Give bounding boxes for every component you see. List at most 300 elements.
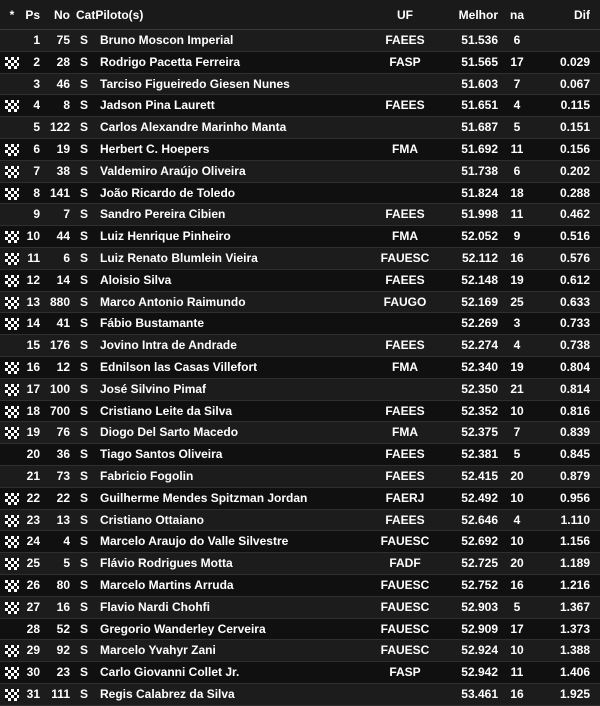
flag-cell	[4, 270, 20, 292]
laps-cell: 10	[510, 643, 524, 658]
number-cell: 41	[56, 316, 70, 331]
number-cell: 23	[56, 665, 70, 680]
category-cell: S	[79, 185, 88, 200]
position-cell: 7	[33, 163, 40, 178]
number-cell: 14	[56, 272, 70, 287]
checkered-flag-icon	[5, 558, 19, 570]
number-cell: 122	[49, 120, 70, 135]
checkered-flag-icon	[5, 689, 19, 701]
uf-cell: FAEES	[385, 403, 425, 418]
diff-cell: 1.110	[560, 512, 590, 527]
pilot-name-cell: Marcelo Martins Arruda	[100, 577, 234, 592]
position-cell: 4	[33, 98, 40, 113]
checkered-flag-icon	[5, 493, 19, 505]
diff-cell: 0.816	[559, 403, 590, 418]
number-cell: 6	[63, 250, 70, 265]
flag-cell	[4, 553, 20, 575]
best-lap-cell: 53.461	[461, 686, 498, 701]
position-cell: 12	[26, 272, 40, 287]
laps-cell: 16	[510, 577, 524, 592]
checkered-flag-icon	[5, 100, 19, 112]
flag-cell	[4, 684, 20, 706]
header-dif: Dif	[574, 8, 590, 22]
flag-cell	[4, 357, 20, 379]
diff-cell: 0.733	[559, 316, 590, 331]
best-lap-cell: 52.924	[461, 643, 498, 658]
position-cell: 14	[26, 316, 40, 331]
pilot-name-cell: Marco Antonio Raimundo	[100, 294, 246, 309]
header-num: No	[54, 8, 70, 22]
category-cell: S	[79, 272, 88, 287]
pilot-name-cell: Regis Calabrez da Silva	[100, 686, 235, 701]
pilot-name-cell: João Ricardo de Toledo	[100, 185, 236, 200]
pilot-name-cell: Sandro Pereira Cibien	[100, 207, 226, 222]
pilot-name-cell: Carlo Giovanni Collet Jr.	[100, 665, 240, 680]
laps-cell: 20	[510, 556, 524, 571]
best-lap-cell: 52.646	[461, 512, 498, 527]
checkered-flag-icon	[5, 188, 19, 200]
diff-cell: 0.151	[559, 120, 590, 135]
category-cell: S	[79, 599, 88, 614]
uf-cell: FAUESC	[380, 577, 430, 592]
table-row	[0, 52, 600, 74]
laps-cell: 7	[513, 76, 521, 91]
best-lap-cell: 51.603	[461, 76, 498, 91]
best-lap-cell: 52.752	[461, 577, 498, 592]
category-cell: S	[79, 229, 88, 244]
header-pos: Ps	[25, 8, 40, 22]
best-lap-cell: 52.350	[461, 381, 498, 396]
uf-cell: FAUESC	[380, 643, 430, 658]
laps-cell: 21	[510, 381, 524, 396]
laps-cell: 4	[513, 338, 521, 353]
laps-cell: 20	[510, 468, 524, 483]
checkered-flag-icon	[5, 362, 19, 374]
table-row	[0, 95, 600, 117]
laps-cell: 19	[510, 359, 524, 374]
pilot-name-cell: Marcelo Yvahyr Zani	[100, 643, 216, 658]
laps-cell: 5	[513, 120, 521, 135]
best-lap-cell: 52.375	[461, 425, 498, 440]
laps-cell: 3	[513, 316, 521, 331]
category-cell: S	[79, 359, 88, 374]
flag-cell	[4, 640, 20, 662]
category-cell: S	[79, 76, 88, 91]
pilot-name-cell: Diogo Del Sarto Macedo	[100, 425, 239, 440]
table-row	[0, 313, 600, 335]
uf-cell: FAERJ	[385, 490, 425, 505]
number-cell: 28	[56, 54, 70, 69]
number-cell: 4	[63, 534, 70, 549]
laps-cell: 11	[510, 141, 524, 156]
position-cell: 26	[26, 577, 40, 592]
flag-cell	[4, 139, 20, 161]
diff-cell: 0.839	[559, 425, 590, 440]
diff-cell: 1.216	[559, 577, 590, 592]
header-laps: na	[509, 8, 524, 22]
uf-cell: FMA	[392, 141, 418, 156]
uf-cell: FASP	[389, 665, 421, 680]
diff-cell: 0.633	[559, 294, 590, 309]
uf-cell: FAEES	[385, 33, 425, 47]
uf-cell: FAUESC	[380, 621, 430, 636]
position-cell: 20	[26, 447, 40, 462]
number-cell: 5	[63, 556, 70, 571]
category-cell: S	[79, 98, 88, 113]
diff-cell: 0.067	[559, 76, 590, 91]
position-cell: 11	[27, 250, 40, 265]
table-row	[0, 444, 600, 466]
pilot-name-cell: Marcelo Araujo do Valle Silvestre	[100, 534, 289, 549]
flag-cell	[4, 422, 20, 444]
best-lap-cell: 52.148	[461, 272, 498, 287]
pilot-name-cell: Cristiano Leite da Silva	[100, 403, 233, 418]
position-cell: 23	[26, 512, 40, 527]
pilot-name-cell: Herbert C. Hoepers	[100, 141, 210, 156]
table-row	[0, 335, 600, 357]
table-row	[0, 662, 600, 684]
position-cell: 25	[26, 556, 40, 571]
uf-cell: FASP	[389, 54, 421, 69]
pilot-name-cell: Cristiano Ottaiano	[100, 512, 205, 527]
table-row	[0, 401, 600, 423]
number-cell: 52	[56, 621, 70, 636]
table-row	[0, 270, 600, 292]
table-row	[0, 684, 600, 706]
best-lap-cell: 52.903	[461, 599, 498, 614]
table-header	[0, 0, 600, 30]
table-row	[0, 117, 600, 139]
diff-cell: 0.845	[559, 447, 590, 462]
number-cell: 880	[49, 294, 70, 309]
number-cell: 700	[49, 403, 70, 418]
number-cell: 36	[56, 447, 70, 462]
checkered-flag-icon	[5, 384, 19, 396]
flag-cell	[4, 488, 20, 510]
table-row	[0, 488, 600, 510]
table-body	[0, 30, 600, 706]
flag-cell	[4, 531, 20, 553]
laps-cell: 10	[510, 534, 524, 549]
pilot-name-cell: José Silvino Pimaf	[100, 381, 207, 396]
checkered-flag-icon	[5, 166, 19, 178]
laps-cell: 10	[510, 403, 524, 418]
uf-cell: FMA	[392, 359, 418, 374]
diff-cell: 1.189	[559, 556, 590, 571]
checkered-flag-icon	[5, 645, 19, 657]
diff-cell: 1.373	[559, 621, 590, 636]
table-row	[0, 183, 600, 205]
pilot-name-cell: Gregorio Wanderley Cerveira	[100, 621, 266, 636]
position-cell: 24	[26, 534, 40, 549]
number-cell: 7	[63, 207, 70, 222]
laps-cell: 4	[513, 98, 521, 113]
category-cell: S	[79, 686, 88, 701]
number-cell: 13	[56, 512, 70, 527]
pilot-name-cell: Tiago Santos Oliveira	[100, 447, 223, 462]
category-cell: S	[79, 577, 88, 592]
best-lap-cell: 52.692	[461, 534, 498, 549]
category-cell: S	[79, 534, 88, 549]
laps-cell: 18	[510, 185, 524, 200]
diff-cell: 1.925	[559, 686, 590, 701]
uf-cell: FMA	[392, 425, 418, 440]
checkered-flag-icon	[5, 427, 19, 439]
pilot-name-cell: Valdemiro Araújo Oliveira	[100, 163, 246, 178]
laps-cell: 6	[513, 163, 521, 178]
laps-cell: 17	[510, 54, 524, 69]
checkered-flag-icon	[5, 318, 19, 330]
diff-cell: 1.367	[559, 599, 590, 614]
laps-cell: 5	[513, 447, 521, 462]
checkered-flag-icon	[5, 406, 19, 418]
best-lap-cell: 51.565	[461, 54, 498, 69]
pilot-name-cell: Fábio Bustamante	[100, 316, 205, 331]
pilot-name-cell: Jovino Intra de Andrade	[100, 338, 237, 353]
table-row	[0, 161, 600, 183]
diff-cell: 0.156	[559, 141, 590, 156]
category-cell: S	[79, 54, 88, 69]
laps-cell: 10	[510, 490, 524, 505]
laps-cell: 17	[510, 621, 524, 636]
diff-cell: 0.738	[559, 338, 590, 353]
flag-cell	[4, 575, 20, 597]
category-cell: S	[79, 141, 88, 156]
position-cell: 15	[26, 338, 40, 353]
table-row	[0, 226, 600, 248]
header-flag: *	[9, 8, 15, 22]
best-lap-cell: 52.725	[461, 556, 498, 571]
number-cell: 176	[49, 338, 70, 353]
uf-cell: FAUESC	[380, 599, 430, 614]
table-row	[0, 510, 600, 532]
number-cell: 16	[56, 599, 70, 614]
position-cell: 5	[33, 120, 40, 135]
category-cell: S	[79, 665, 88, 680]
category-cell: S	[79, 490, 88, 505]
pilot-name-cell: Bruno Moscon Imperial	[100, 33, 234, 47]
number-cell: 44	[56, 229, 70, 244]
diff-cell: 1.156	[559, 534, 590, 549]
best-lap-cell: 52.340	[461, 359, 498, 374]
best-lap-cell: 52.909	[461, 621, 498, 636]
number-cell: 8	[63, 98, 70, 113]
number-cell: 73	[56, 468, 70, 483]
best-lap-cell: 51.738	[461, 163, 498, 178]
number-cell: 76	[56, 425, 70, 440]
table-row	[0, 597, 600, 619]
flag-cell	[4, 248, 20, 270]
diff-cell: 0.576	[559, 250, 590, 265]
position-cell: 27	[26, 599, 40, 614]
header-uf: UF	[397, 8, 413, 22]
category-cell: S	[79, 447, 88, 462]
laps-cell: 6	[513, 33, 521, 47]
best-lap-cell: 52.352	[461, 403, 498, 418]
table-row	[0, 531, 600, 553]
number-cell: 100	[49, 381, 70, 396]
checkered-flag-icon	[5, 253, 19, 265]
checkered-flag-icon	[5, 144, 19, 156]
table-row	[0, 575, 600, 597]
uf-cell: FAEES	[385, 98, 425, 113]
uf-cell: FAEES	[385, 512, 425, 527]
diff-cell: 1.388	[559, 643, 590, 658]
pilot-name-cell: Ednilson las Casas Villefort	[100, 359, 258, 374]
pilot-name-cell: Jadson Pina Laurett	[100, 98, 215, 113]
category-cell: S	[79, 643, 88, 658]
flag-cell	[4, 95, 20, 117]
best-lap-cell: 52.492	[461, 490, 498, 505]
position-cell: 10	[26, 229, 40, 244]
pilot-name-cell: Rodrigo Pacetta Ferreira	[100, 54, 241, 69]
diff-cell: 0.462	[559, 207, 590, 222]
laps-cell: 11	[510, 207, 524, 222]
uf-cell: FAUESC	[380, 534, 430, 549]
uf-cell: FAUGO	[383, 294, 427, 309]
flag-cell	[4, 313, 20, 335]
table-row	[0, 248, 600, 270]
number-cell: 22	[56, 490, 70, 505]
table-row	[0, 619, 600, 641]
number-cell: 80	[56, 577, 70, 592]
number-cell: 92	[56, 643, 70, 658]
position-cell: 22	[26, 490, 40, 505]
diff-cell: 0.956	[559, 490, 590, 505]
position-cell: 21	[26, 468, 40, 483]
uf-cell: FAEES	[385, 338, 425, 353]
flag-cell	[4, 292, 20, 314]
table-row	[0, 553, 600, 575]
table-row	[0, 139, 600, 161]
category-cell: S	[79, 338, 88, 353]
position-cell: 2	[33, 54, 40, 69]
best-lap-cell: 51.824	[461, 185, 498, 200]
checkered-flag-icon	[5, 57, 19, 69]
pilot-name-cell: Aloisio Silva	[100, 272, 172, 287]
position-cell: 18	[26, 403, 40, 418]
uf-cell: FAEES	[385, 468, 425, 483]
flag-cell	[4, 226, 20, 248]
category-cell: S	[79, 207, 88, 222]
category-cell: S	[79, 163, 88, 178]
category-cell: S	[79, 381, 88, 396]
flag-cell	[4, 161, 20, 183]
laps-cell: 7	[513, 425, 521, 440]
position-cell: 8	[33, 185, 40, 200]
pilot-name-cell: Tarciso Figueiredo Giesen Nunes	[100, 76, 290, 91]
flag-cell	[4, 401, 20, 423]
table-row	[0, 30, 600, 52]
uf-cell: FMA	[392, 229, 418, 244]
pilot-name-cell: Guilherme Mendes Spitzman Jordan	[100, 490, 308, 505]
uf-cell: FAEES	[385, 447, 425, 462]
diff-cell: 1.406	[559, 665, 590, 680]
table-row	[0, 74, 600, 96]
position-cell: 30	[26, 665, 40, 680]
diff-cell: 0.814	[559, 381, 590, 396]
number-cell: 19	[56, 141, 70, 156]
pilot-name-cell: Fabricio Fogolin	[100, 468, 194, 483]
category-cell: S	[79, 468, 88, 483]
table-row	[0, 204, 600, 226]
best-lap-cell: 52.169	[461, 294, 498, 309]
best-lap-cell: 51.998	[461, 207, 498, 222]
pilot-name-cell: Luiz Henrique Pinheiro	[100, 229, 231, 244]
uf-cell: FADF	[389, 556, 421, 571]
position-cell: 29	[26, 643, 40, 658]
checkered-flag-icon	[5, 515, 19, 527]
best-lap-cell: 52.269	[461, 316, 498, 331]
number-cell: 46	[56, 76, 70, 91]
best-lap-cell: 52.112	[461, 250, 498, 265]
diff-cell: 0.029	[559, 54, 590, 69]
uf-cell: FAEES	[385, 272, 425, 287]
checkered-flag-icon	[5, 297, 19, 309]
table-row	[0, 292, 600, 314]
best-lap-cell: 51.687	[461, 120, 498, 135]
best-lap-cell: 51.536	[461, 33, 498, 47]
category-cell: S	[79, 425, 88, 440]
best-lap-cell: 51.692	[461, 141, 498, 156]
diff-cell: 0.516	[559, 229, 590, 244]
category-cell: S	[79, 294, 88, 309]
best-lap-cell: 52.052	[461, 229, 498, 244]
number-cell: 38	[56, 163, 70, 178]
flag-cell	[4, 510, 20, 532]
best-lap-cell: 52.381	[461, 447, 498, 462]
table-row	[0, 422, 600, 444]
flag-cell	[4, 379, 20, 401]
diff-cell: 0.879	[559, 468, 590, 483]
laps-cell: 4	[513, 512, 521, 527]
diff-cell: 0.804	[559, 359, 590, 374]
category-cell: S	[79, 120, 88, 135]
category-cell: S	[79, 512, 88, 527]
flag-cell	[4, 52, 20, 74]
pilot-name-cell: Flávio Rodrigues Motta	[100, 556, 233, 571]
position-cell: 9	[33, 207, 40, 222]
laps-cell: 16	[510, 686, 524, 701]
table-row	[0, 357, 600, 379]
best-lap-cell: 52.942	[461, 665, 498, 680]
position-cell: 1	[33, 33, 40, 47]
position-cell: 13	[26, 294, 40, 309]
table-row	[0, 379, 600, 401]
best-lap-cell: 51.651	[461, 98, 498, 113]
flag-cell	[4, 597, 20, 619]
category-cell: S	[79, 33, 88, 47]
best-lap-cell: 52.415	[461, 468, 498, 483]
category-cell: S	[79, 556, 88, 571]
number-cell: 75	[56, 33, 70, 47]
category-cell: S	[79, 250, 88, 265]
pilot-name-cell: Luiz Renato Blumlein Vieira	[100, 250, 258, 265]
category-cell: S	[79, 316, 88, 331]
position-cell: 31	[26, 686, 40, 701]
number-cell: 111	[51, 686, 70, 701]
position-cell: 6	[33, 141, 40, 156]
pilot-name-cell: Carlos Alexandre Marinho Manta	[100, 120, 287, 135]
laps-cell: 5	[513, 599, 521, 614]
checkered-flag-icon	[5, 580, 19, 592]
diff-cell: 0.115	[560, 98, 590, 113]
position-cell: 19	[26, 425, 40, 440]
position-cell: 17	[26, 381, 40, 396]
laps-cell: 11	[510, 665, 524, 680]
diff-cell: 0.202	[559, 163, 590, 178]
laps-cell: 16	[510, 250, 524, 265]
